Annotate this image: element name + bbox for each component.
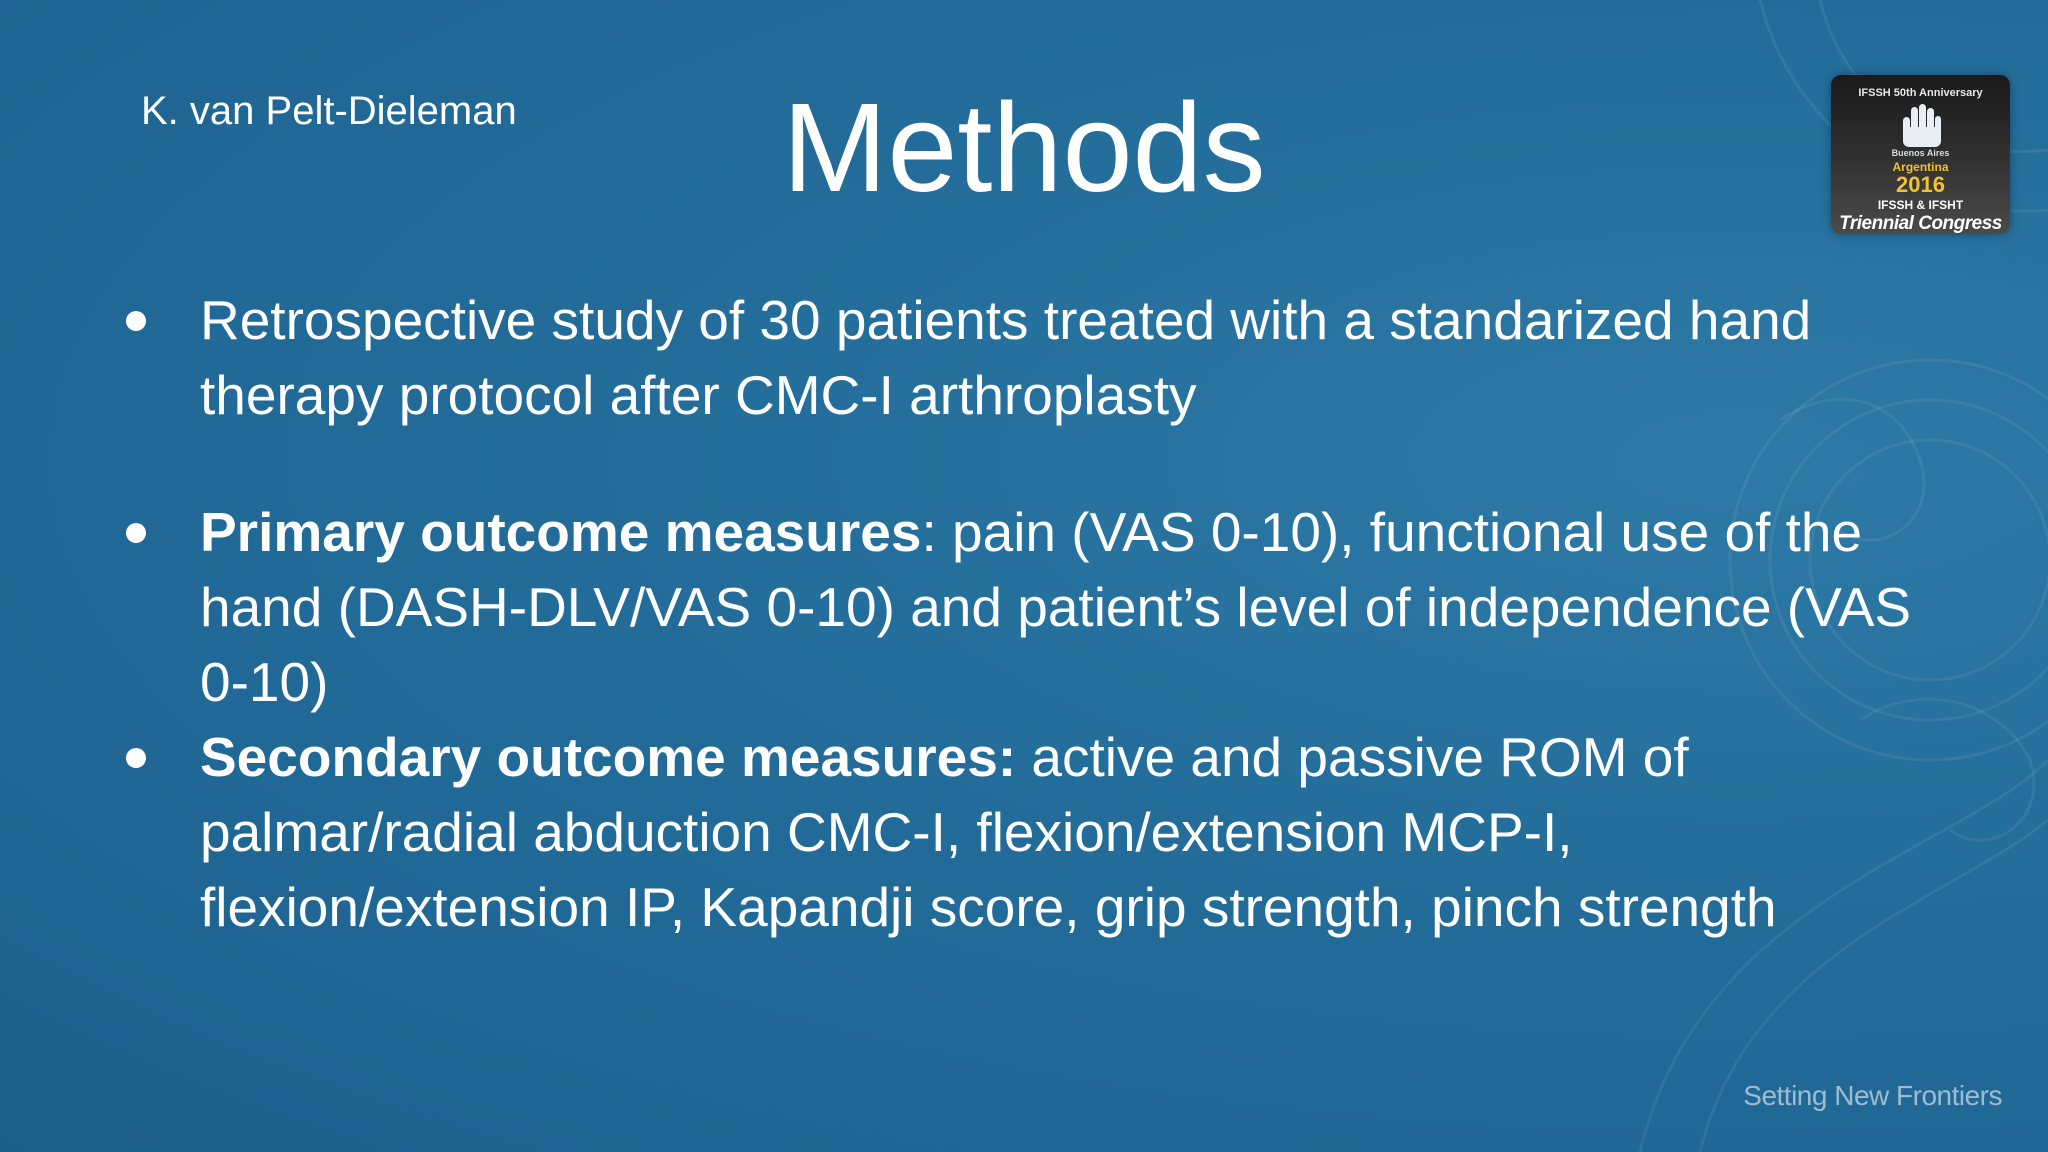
bullet-list bbox=[122, 283, 1942, 945]
bullet-lead: Secondary outcome measures: bbox=[200, 726, 1017, 788]
hand-icon bbox=[1897, 103, 1945, 149]
slide-title: Methods bbox=[782, 77, 1266, 218]
bullet-dot-icon bbox=[126, 311, 146, 331]
logo-city: Buenos Aires bbox=[1891, 148, 1950, 158]
bullet-item bbox=[122, 495, 1942, 720]
footer-tagline: Setting New Frontiers bbox=[1743, 1080, 2002, 1111]
bullet-dot-icon bbox=[126, 748, 146, 768]
bullet-item bbox=[122, 720, 1942, 945]
logo-anniversary-text: IFSSH 50th Anniversary bbox=[1858, 87, 1983, 99]
bullet-item bbox=[122, 283, 1942, 433]
bullet-text: active and passive ROM of palmar/radial abduction CMC-I, flexion/extension MCP-I, flexion/extension IP, Kapandji score, grip strength, pinch strength bbox=[200, 726, 1777, 938]
logo-country: Argentina bbox=[1892, 160, 1949, 174]
bullet-text: : pain (VAS 0-10), functional use of the hand (DASH-DLV/VAS 0-10) and patient’s level of independence (VAS 0-10) bbox=[200, 501, 1912, 713]
bullet-dot-icon bbox=[126, 523, 146, 543]
bullet-text: Retrospective study of 30 patients treated with a standarized hand therapy protocol after CMC-I arthroplasty bbox=[200, 289, 1812, 426]
congress-logo bbox=[1831, 75, 2010, 234]
logo-subtitle: Triennial Congress bbox=[1839, 213, 2002, 234]
logo-conference: IFSSH & IFSHT bbox=[1877, 198, 1964, 212]
logo-year: 2016 bbox=[1896, 172, 1945, 197]
author-name: K. van Pelt-Dieleman bbox=[141, 89, 517, 133]
bullet-lead: Primary outcome measures bbox=[200, 501, 922, 563]
